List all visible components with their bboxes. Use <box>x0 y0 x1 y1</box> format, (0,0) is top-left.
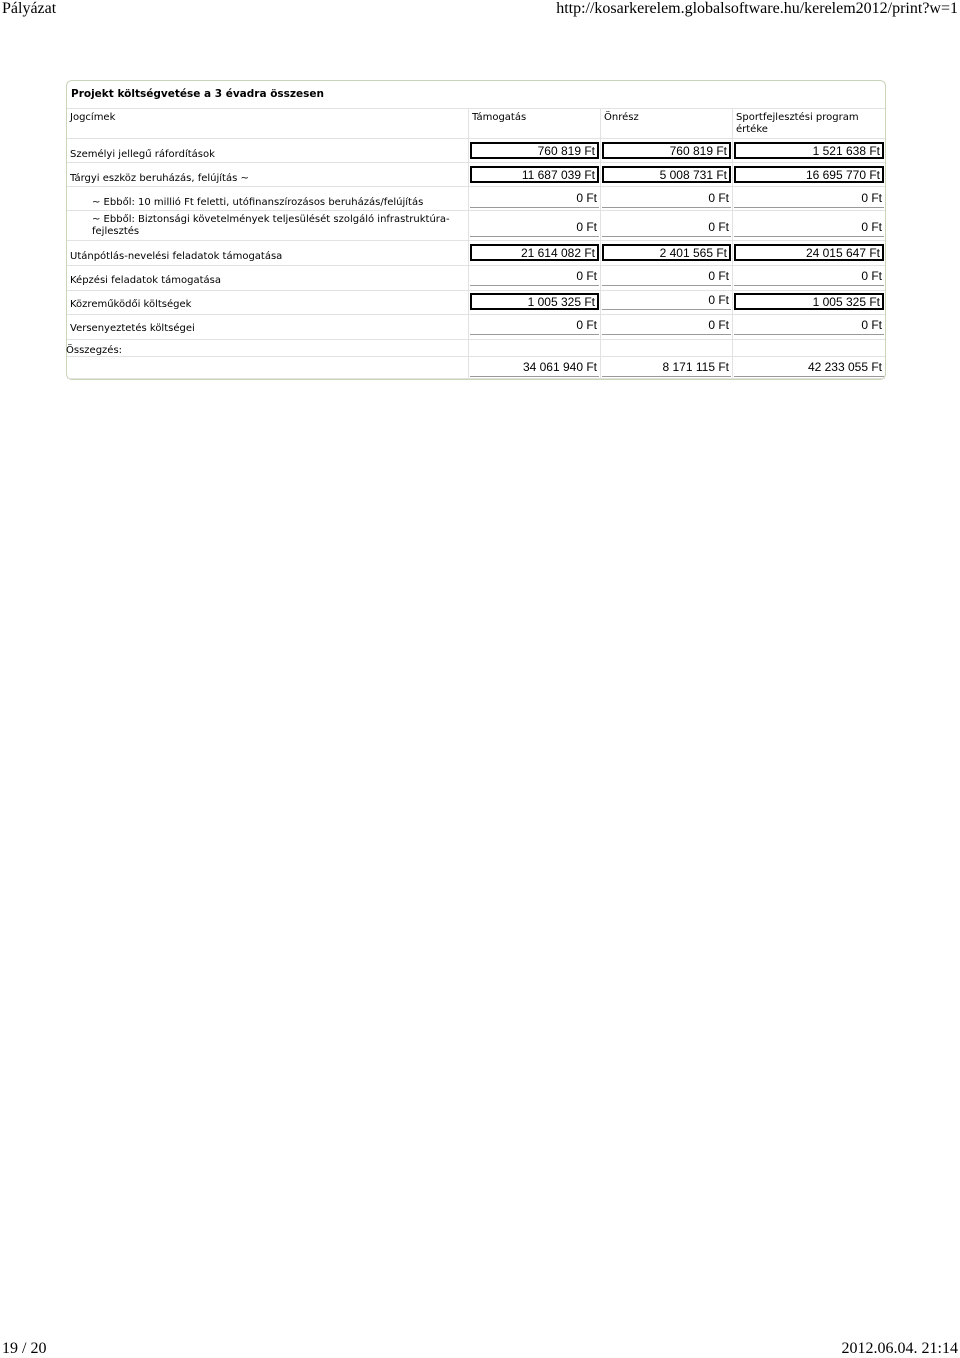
own-value: 760 819 Ft <box>602 142 731 159</box>
row-label: Közreműködői költségek <box>70 299 192 310</box>
own-value: 0 Ft <box>602 293 731 310</box>
support-value: 0 Ft <box>470 318 599 335</box>
budget-panel <box>66 80 886 380</box>
total-value: 0 Ft <box>734 191 884 208</box>
print-timestamp: 2012.06.04. 21:14 <box>841 1340 958 1357</box>
page-header-title: Pályázat <box>2 0 57 17</box>
own-value: 0 Ft <box>602 318 731 335</box>
own-value: 0 Ft <box>602 191 731 208</box>
total-value: 0 Ft <box>734 220 884 237</box>
total-value: 16 695 770 Ft <box>734 166 884 183</box>
row-label: Személyi jellegű ráfordítások <box>70 149 215 160</box>
row-label-sub: ~ Ebből: 10 millió Ft feletti, utófinanszírozásos beruházás/felújítás <box>92 197 424 208</box>
support-value: 0 Ft <box>470 191 599 208</box>
summary-support-value: 34 061 940 Ft <box>470 360 599 377</box>
summary-label: Összegzés: <box>66 345 123 356</box>
total-value: 1 521 638 Ft <box>734 142 884 159</box>
page-number: 19 / 20 <box>2 1340 47 1357</box>
support-value: 0 Ft <box>470 220 599 237</box>
summary-own-value: 8 171 115 Ft <box>602 360 731 377</box>
total-value: 1 005 325 Ft <box>734 293 884 310</box>
page-header-url[interactable]: http://kosarkerelem.globalsoftware.hu/kerelem2012/print?w=1 <box>556 0 958 17</box>
support-value: 1 005 325 Ft <box>470 293 599 310</box>
column-header-label: Jogcímek <box>70 112 116 123</box>
panel-title: Projekt költségvetése a 3 évadra összesen <box>71 88 324 100</box>
support-value: 760 819 Ft <box>470 142 599 159</box>
support-value: 0 Ft <box>470 269 599 286</box>
column-header-own: Önrész <box>604 112 639 123</box>
row-label-sub: ~ Ebből: Biztonsági követelmények teljesülését szolgáló infrastruktúra-fejlesztés <box>92 214 450 237</box>
row-label: Versenyeztetés költségei <box>70 323 195 334</box>
own-value: 5 008 731 Ft <box>602 166 731 183</box>
row-label: Utánpótlás-nevelési feladatok támogatása <box>70 251 283 262</box>
total-value: 0 Ft <box>734 318 884 335</box>
support-value: 21 614 082 Ft <box>470 244 599 261</box>
own-value: 0 Ft <box>602 269 731 286</box>
support-value: 11 687 039 Ft <box>470 166 599 183</box>
row-label: Képzési feladatok támogatása <box>70 275 221 286</box>
total-value: 24 015 647 Ft <box>734 244 884 261</box>
summary-total-value: 42 233 055 Ft <box>734 360 884 377</box>
column-header-support: Támogatás <box>472 112 527 123</box>
column-header-total: Sportfejlesztési program értéke <box>736 112 859 135</box>
total-value: 0 Ft <box>734 269 884 286</box>
own-value: 0 Ft <box>602 220 731 237</box>
own-value: 2 401 565 Ft <box>602 244 731 261</box>
row-label: Tárgyi eszköz beruházás, felújítás ~ <box>70 173 249 184</box>
